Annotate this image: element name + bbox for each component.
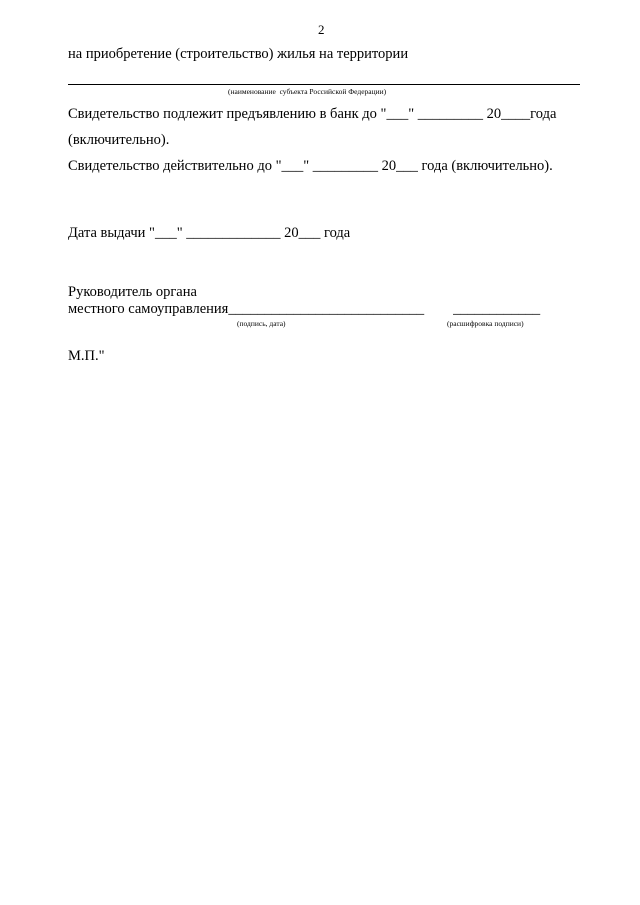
signature-caption: (подпись, дата) bbox=[237, 319, 286, 328]
subject-underline bbox=[68, 84, 580, 85]
head-title-line-1: Руководитель органа bbox=[68, 284, 197, 300]
validity-line: Свидетельство действительно до "___" _________ 20___ года (включительно). bbox=[68, 158, 553, 174]
signature-decoding-caption: (расшифровка подписи) bbox=[447, 319, 524, 328]
head-title-line-2: местного самоуправления___________________________ ____________ bbox=[68, 301, 541, 317]
stamp-place-line: М.П." bbox=[68, 348, 105, 364]
issue-date-line: Дата выдачи "___" _____________ 20___ года bbox=[68, 225, 351, 241]
bank-deadline-line: Свидетельство подлежит предъявлению в банк до "___" _________ 20____года bbox=[68, 106, 557, 122]
acquisition-line: на приобретение (строительство) жилья на территории bbox=[68, 46, 409, 62]
subject-caption: (наименование субъекта Российской Федерации) bbox=[228, 87, 387, 96]
inclusive-line: (включительно). bbox=[68, 132, 170, 148]
page-number: 2 bbox=[318, 22, 325, 37]
